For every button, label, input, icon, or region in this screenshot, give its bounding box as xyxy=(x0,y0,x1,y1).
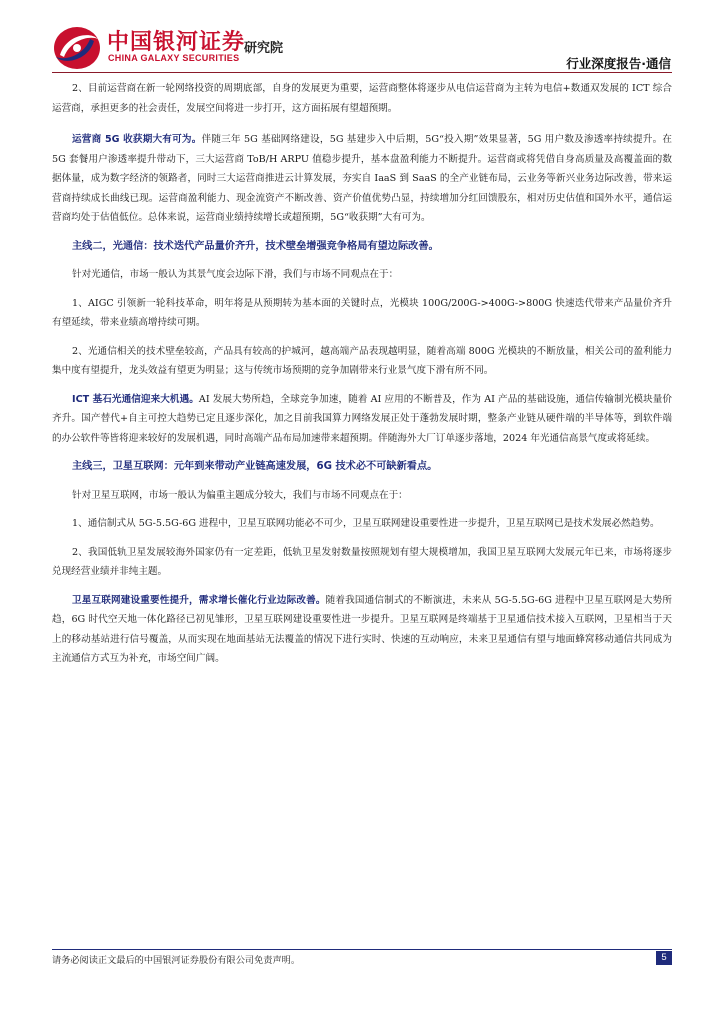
body-paragraph xyxy=(52,543,672,582)
body-paragraph xyxy=(52,486,672,506)
footer-disclaimer: 请务必阅读正文最后的中国银河证券股份有限公司免责声明。 xyxy=(52,955,301,966)
main-content xyxy=(52,76,672,669)
body-paragraph xyxy=(52,342,672,381)
paragraph-text: 伴随三年 5G 基础网络建设，5G 基建步入中后期，5G“投入期”效果显著，5G 用户数及渗透率持续提升。在 5G 套餐用户渗透率提升带动下，三大运营商 ToB/H ARPU 值稳步提升，基本盘盈利能力不断提升。运营商或将凭借自身高质量及高覆盖面的数据体量，成为数字经济的领路者，同时三大运营商推进云计算发展，夯实自 IaaS 到 SaaS 的全产业链布局，云业务等新兴业务边际改善，带来运营商持续成长曲线已现。运营商盈利能力、现金流资产不断改善、资产价值优势凸显，持续增加分红回馈股东，相对历史估值和国外水平，通信运营商均处于估值低位。总体来说，运营商业绩持续增长或超预期，5G“收获期”大有可为。 xyxy=(52,134,672,223)
paragraph-text: 针对卫星互联网，市场一般认为偏重主题成分较大，我们与市场不同观点在于： xyxy=(72,489,408,501)
paragraph-text: 针对光通信，市场一般认为其景气度会边际下滑，我们与市场不同观点在于： xyxy=(72,269,399,280)
paragraph-text: 1、通信制式从 5G-5.5G-6G 进程中，卫星互联网功能必不可少，卫星互联网建设重要性进一步提升，卫星互联网已是技术发展必然趋势。 xyxy=(72,518,660,529)
paragraph-text: 2、目前运营商在新一轮网络投资的周期底部，自身的发展更为重要，运营商整体将逐步从电信运营商为主转为电信+数通双发展的 ICT 综合运营商，承担更多的社会责任，发展空间将进一步打开，这方面拓展有望超预期。 xyxy=(52,83,672,114)
header-divider xyxy=(52,72,672,73)
galaxy-logo-icon xyxy=(52,25,102,71)
section-heading: 主线二，光通信：技术迭代产品量价齐升，技术壁垒增强竞争格局有望边际改善。 xyxy=(72,240,439,252)
body-paragraph xyxy=(52,130,672,228)
logo-chinese-name: 中国银河证券 xyxy=(107,30,246,55)
page-header xyxy=(0,0,724,76)
body-paragraph xyxy=(52,514,672,534)
body-paragraph xyxy=(52,294,672,333)
page-number: 5 xyxy=(656,951,672,965)
paragraph-text: 随着我国通信制式的不断演进，未来从 5G-5.5G-6G 进程中卫星互联网是大势所趋，6G 时代空天地一体化路径已初见雏形，卫星互联网建设重要性进一步提升。卫星互联网是终端基于卫星通信技术接入互联网，卫星相当于天上的移动基站进行信号覆盖，从而实现在地面基站无法覆盖的情况下进行实时、快速的互动响应，未来卫星通信有望与地面蜂窝移动通信共同成为主流通信方式互为补充，市场空间广阔。 xyxy=(52,594,672,664)
footer-divider xyxy=(52,949,672,950)
body-paragraph xyxy=(52,79,672,118)
paragraph-text: 2、我国低轨卫星发展较海外国家仍有一定差距，低轨卫星发射数量按照规划有望大规模增加，我国卫星互联网大发展元年已来，市场将逐步兑现经营业绩并非纯主题。 xyxy=(52,546,672,577)
paragraph-lead: 卫星互联网建设重要性提升，需求增长催化行业边际改善。 xyxy=(72,594,326,606)
body-paragraph xyxy=(52,390,672,449)
paragraph-text: 1、AIGC 引领新一轮科技革命，明年将是从预期转为基本面的关键时点，光模块 100G/200G->400G->800G 快速迭代带来产品量价齐升有望延续，带来业绩高增持续可期。 xyxy=(52,297,672,328)
institute-label: 研究院 xyxy=(244,41,284,56)
report-type-label: 行业深度报告·通信 xyxy=(566,56,671,71)
body-paragraph xyxy=(52,591,672,669)
paragraph-lead: 运营商 5G 收获期大有可为。 xyxy=(72,134,202,145)
logo-english-name: CHINA GALAXY SECURITIES xyxy=(108,53,240,63)
paragraph-text: AI 发展大势所趋，全球竞争加速，随着 AI 应用的不断普及，作为 AI 产品的基础设施，通信传输制光模块量价齐升。国产替代+自主可控大趋势已定且逐步深化，加之目前我国算力网络发展正处于蓬勃发展时期，整条产业链从硬件端的半导体等，到软件端的办公软件等皆将迎来较好的发展机遇，同时高端产品布局加速带来超预期。伴随海外大厂订单逐步落地，2024 年光通信高景气度或将延续。 xyxy=(52,393,672,444)
section-heading: 主线三，卫星互联网：元年到来带动产业链高速发展，6G 技术必不可缺新看点。 xyxy=(72,461,438,472)
body-paragraph xyxy=(52,265,672,285)
paragraph-lead: ICT 基石光通信迎来大机遇。 xyxy=(72,393,199,405)
paragraph-text: 2、光通信相关的技术壁垒较高，产品具有较高的护城河，越高端产品表现越明显，随着高端 800G 光模块的不断放量，相关公司的盈利能力集中度有望提升，龙头效益有望更为明显；这与传统市场预期的竞争加剧带来行业景气度下滑有所不同。 xyxy=(52,345,672,376)
